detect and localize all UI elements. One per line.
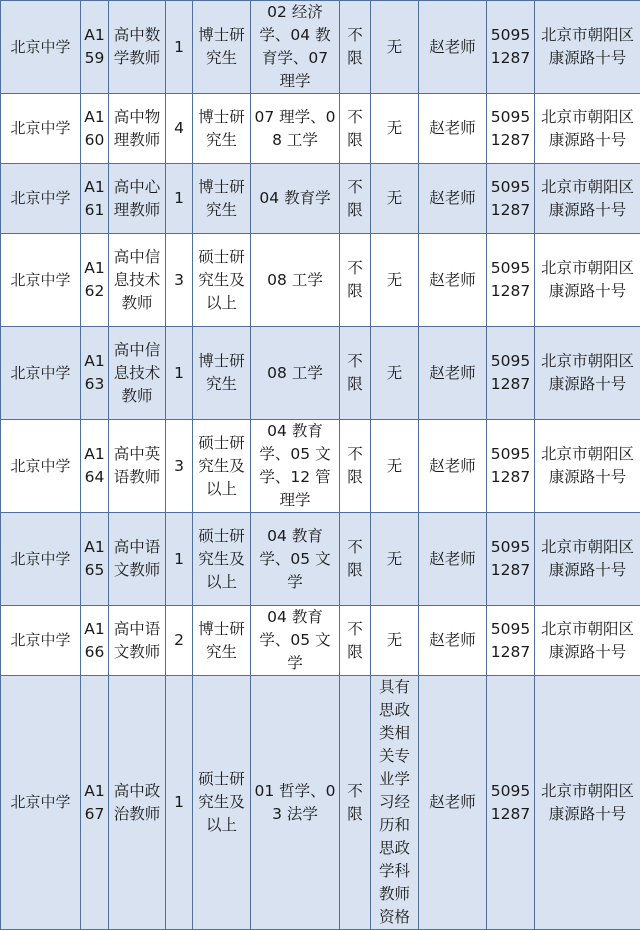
count-cell: 4: [166, 94, 193, 164]
count-cell: 1: [166, 513, 193, 606]
count-cell: 3: [166, 420, 193, 513]
contact-cell: 赵老师: [419, 420, 487, 513]
phone-cell: 50951287: [487, 606, 535, 676]
other-cell: 无: [371, 606, 419, 676]
major-cell: 01 哲学、03 法学: [251, 676, 340, 930]
code-cell: A161: [81, 164, 109, 234]
table-row: [1, 94, 640, 164]
other-cell: 无: [371, 327, 419, 420]
position-cell: 高中物理教师: [109, 94, 166, 164]
limit-cell: 不限: [340, 234, 371, 327]
table-row: [1, 420, 640, 513]
major-cell: 04 教育学: [251, 164, 340, 234]
limit-cell: 不限: [340, 94, 371, 164]
other-cell: 无: [371, 513, 419, 606]
address-cell: 北京市朝阳区康源路十号: [535, 676, 640, 930]
major-cell: 08 工学: [251, 234, 340, 327]
unit-cell: 北京中学: [1, 94, 81, 164]
education-cell: 博士研究生: [193, 164, 251, 234]
unit-cell: 北京中学: [1, 676, 81, 930]
education-cell: 硕士研究生及以上: [193, 420, 251, 513]
unit-cell: 北京中学: [1, 1, 81, 94]
position-cell: 高中政治教师: [109, 676, 166, 930]
code-cell: A160: [81, 94, 109, 164]
phone-cell: 50951287: [487, 1, 535, 94]
contact-cell: 赵老师: [419, 94, 487, 164]
education-cell: 硕士研究生及以上: [193, 513, 251, 606]
table-row: [1, 676, 640, 930]
limit-cell: 不限: [340, 1, 371, 94]
education-cell: 博士研究生: [193, 1, 251, 94]
address-cell: 北京市朝阳区康源路十号: [535, 1, 640, 94]
table-row: [1, 1, 640, 94]
major-cell: 04 教育学、05 文学、12 管理学: [251, 420, 340, 513]
count-cell: 1: [166, 327, 193, 420]
address-cell: 北京市朝阳区康源路十号: [535, 513, 640, 606]
address-cell: 北京市朝阳区康源路十号: [535, 606, 640, 676]
phone-cell: 50951287: [487, 513, 535, 606]
code-cell: A164: [81, 420, 109, 513]
table-row: [1, 606, 640, 676]
education-cell: 博士研究生: [193, 606, 251, 676]
phone-cell: 50951287: [487, 234, 535, 327]
table-row: [1, 234, 640, 327]
major-cell: 04 教育学、05 文学: [251, 606, 340, 676]
unit-cell: 北京中学: [1, 164, 81, 234]
unit-cell: 北京中学: [1, 327, 81, 420]
table-row: [1, 513, 640, 606]
other-cell: 无: [371, 1, 419, 94]
phone-cell: 50951287: [487, 676, 535, 930]
address-cell: 北京市朝阳区康源路十号: [535, 327, 640, 420]
education-cell: 硕士研究生及以上: [193, 676, 251, 930]
address-cell: 北京市朝阳区康源路十号: [535, 234, 640, 327]
limit-cell: 不限: [340, 164, 371, 234]
count-cell: 1: [166, 164, 193, 234]
position-cell: 高中语文教师: [109, 513, 166, 606]
unit-cell: 北京中学: [1, 234, 81, 327]
code-cell: A165: [81, 513, 109, 606]
major-cell: 08 工学: [251, 327, 340, 420]
unit-cell: 北京中学: [1, 420, 81, 513]
contact-cell: 赵老师: [419, 513, 487, 606]
limit-cell: 不限: [340, 606, 371, 676]
contact-cell: 赵老师: [419, 676, 487, 930]
contact-cell: 赵老师: [419, 606, 487, 676]
address-cell: 北京市朝阳区康源路十号: [535, 164, 640, 234]
position-cell: 高中数学教师: [109, 1, 166, 94]
other-cell: 无: [371, 234, 419, 327]
limit-cell: 不限: [340, 513, 371, 606]
limit-cell: 不限: [340, 420, 371, 513]
position-cell: 高中信息技术教师: [109, 327, 166, 420]
other-cell: 无: [371, 164, 419, 234]
contact-cell: 赵老师: [419, 1, 487, 94]
count-cell: 1: [166, 676, 193, 930]
code-cell: A162: [81, 234, 109, 327]
phone-cell: 50951287: [487, 164, 535, 234]
other-cell: 具有思政类相关专业学习经历和思政学科教师资格: [371, 676, 419, 930]
contact-cell: 赵老师: [419, 327, 487, 420]
education-cell: 博士研究生: [193, 327, 251, 420]
contact-cell: 赵老师: [419, 234, 487, 327]
position-cell: 高中英语教师: [109, 420, 166, 513]
limit-cell: 不限: [340, 327, 371, 420]
address-cell: 北京市朝阳区康源路十号: [535, 94, 640, 164]
other-cell: 无: [371, 420, 419, 513]
unit-cell: 北京中学: [1, 606, 81, 676]
code-cell: A166: [81, 606, 109, 676]
count-cell: 3: [166, 234, 193, 327]
code-cell: A167: [81, 676, 109, 930]
phone-cell: 50951287: [487, 94, 535, 164]
contact-cell: 赵老师: [419, 164, 487, 234]
limit-cell: 不限: [340, 676, 371, 930]
unit-cell: 北京中学: [1, 513, 81, 606]
major-cell: 02 经济学、04 教育学、07 理学: [251, 1, 340, 94]
table-row: [1, 327, 640, 420]
code-cell: A163: [81, 327, 109, 420]
position-cell: 高中语文教师: [109, 606, 166, 676]
count-cell: 2: [166, 606, 193, 676]
count-cell: 1: [166, 1, 193, 94]
education-cell: 博士研究生: [193, 94, 251, 164]
phone-cell: 50951287: [487, 327, 535, 420]
position-cell: 高中信息技术教师: [109, 234, 166, 327]
position-cell: 高中心理教师: [109, 164, 166, 234]
code-cell: A159: [81, 1, 109, 94]
other-cell: 无: [371, 94, 419, 164]
education-cell: 硕士研究生及以上: [193, 234, 251, 327]
major-cell: 07 理学、08 工学: [251, 94, 340, 164]
phone-cell: 50951287: [487, 420, 535, 513]
address-cell: 北京市朝阳区康源路十号: [535, 420, 640, 513]
major-cell: 04 教育学、05 文学: [251, 513, 340, 606]
table-row: [1, 164, 640, 234]
